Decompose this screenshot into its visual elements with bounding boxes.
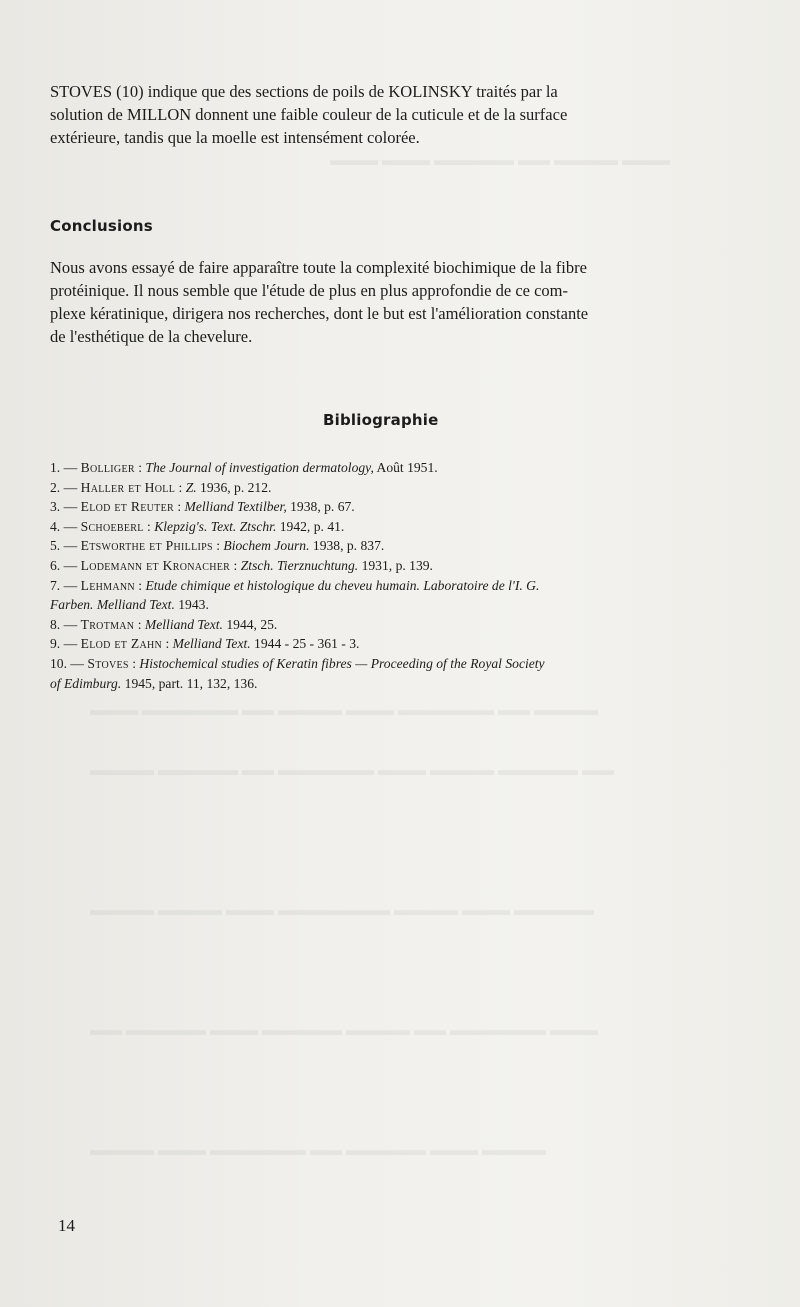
ref-sep: : <box>212 538 224 554</box>
ref-title-continued: of Edimburg. <box>50 675 122 691</box>
reference-item <box>50 556 750 576</box>
ref-author: Stoves <box>87 655 129 671</box>
ref-details: 1943. <box>174 597 209 613</box>
ref-number: 1. — <box>50 460 78 475</box>
ref-details: 1944, 25. <box>222 616 278 632</box>
ref-details: 1938, p. 67. <box>286 499 355 515</box>
show-through-texture: ▬▬▬ ▬▬▬▬ ▬▬ ▬▬▬▬▬ ▬▬▬ ▬▬▬ <box>330 152 670 169</box>
ref-author: Elod et Reuter <box>80 499 174 515</box>
reference-item <box>50 576 750 615</box>
text-line: plexe kératinique, dirigera nos recherches, dont le but est l'amélioration constante <box>50 304 589 323</box>
ref-number: 9. — <box>50 636 78 652</box>
ref-number: 10. — <box>50 655 84 671</box>
show-through-texture: ▬▬ ▬▬▬▬▬ ▬▬▬▬ ▬▬▬ ▬▬▬▬▬▬ ▬▬ ▬▬▬▬▬ ▬▬▬▬ <box>90 762 614 779</box>
ref-title: The Journal of investigation dermatology, <box>145 460 374 475</box>
ref-sep: : <box>173 499 185 515</box>
reference-list <box>50 458 750 693</box>
ref-sep: : <box>175 479 186 495</box>
ref-title: Melliand Text. <box>172 636 251 652</box>
ref-title: Biochem Journ. <box>223 538 310 554</box>
reference-item <box>50 615 750 635</box>
reference-item <box>50 634 750 654</box>
reference-item <box>50 458 750 478</box>
ref-number: 8. — <box>50 616 78 632</box>
ref-number: 7. — <box>50 577 78 593</box>
ref-details: 1938, p. 837. <box>309 538 385 554</box>
ref-sep: : <box>134 577 146 593</box>
ref-title: Z. <box>185 479 197 495</box>
ref-sep: : <box>128 655 140 671</box>
conclusions-paragraph <box>50 256 742 348</box>
text-line: protéinique. Il nous semble que l'étude de plus en plus approfondie de ce com- <box>50 281 568 300</box>
reference-item <box>50 654 750 693</box>
text-line: de l'esthétique de la chevelure. <box>50 327 253 346</box>
ref-title: Melliand Textilber, <box>184 499 287 515</box>
ref-sep: : <box>134 460 146 475</box>
text-line: Nous avons essayé de faire apparaître toute la complexité biochimique de la fibre <box>50 258 587 277</box>
show-through-texture: ▬▬▬▬ ▬▬ ▬▬▬▬▬▬ ▬▬▬ ▬▬▬▬ ▬▬ ▬▬▬▬▬▬ ▬▬▬ <box>90 702 598 719</box>
conclusions-heading: Conclusions <box>50 217 153 235</box>
ref-title-continued: Farben. Melliand Text. <box>50 597 175 613</box>
reference-item <box>50 497 750 517</box>
intro-paragraph <box>50 80 742 149</box>
ref-details: Août 1951. <box>373 460 438 475</box>
ref-sep: : <box>143 518 155 534</box>
show-through-texture: ▬▬▬▬▬ ▬▬▬ ▬▬▬▬ ▬▬▬▬▬▬▬ ▬▬▬ ▬▬▬▬ ▬▬▬▬ <box>90 902 594 919</box>
ref-sep: : <box>134 616 145 632</box>
ref-author: Schoeberl <box>80 518 144 534</box>
ref-author: Lehmann <box>80 577 135 593</box>
ref-sep: : <box>162 636 173 652</box>
ref-number: 4. — <box>50 518 78 534</box>
ref-author: Elod et Zahn <box>80 636 163 652</box>
ref-sep: : <box>230 557 241 573</box>
reference-item <box>50 517 750 537</box>
ref-details: 1942, p. 41. <box>276 518 345 534</box>
ref-title: Melliand Text. <box>144 616 223 632</box>
ref-author: Haller et Holl <box>80 479 176 495</box>
ref-details: 1945, part. 11, 132, 136. <box>121 675 258 691</box>
ref-number: 2. — <box>50 479 78 495</box>
ref-author: Bolliger <box>80 460 135 475</box>
ref-title: Ztsch. Tierznuchtung. <box>240 557 359 573</box>
text-line: extérieure, tandis que la moelle est intensément colorée. <box>50 128 420 147</box>
ref-title: Klepzig's. Text. Ztschr. <box>154 518 277 534</box>
ref-author: Trotman <box>80 616 135 632</box>
show-through-texture: ▬▬▬ ▬▬▬▬▬▬ ▬▬ ▬▬▬▬ ▬▬▬▬▬ ▬▬▬ ▬▬▬▬▬ ▬▬ <box>90 1022 598 1039</box>
show-through-texture: ▬▬▬▬ ▬▬▬ ▬▬▬▬▬ ▬▬ ▬▬▬▬▬▬ ▬▬▬ ▬▬▬▬ <box>90 1142 546 1159</box>
ref-details: 1944 - 25 - 361 - 3. <box>250 636 360 652</box>
bibliography-heading: Bibliographie <box>323 411 439 429</box>
reference-item <box>50 536 750 556</box>
ref-author: Etsworthe et Phillips <box>80 538 213 554</box>
ref-details: 1931, p. 139. <box>358 557 433 573</box>
reference-item <box>50 478 750 498</box>
text-line: STOVES (10) indique que des sections de poils de KOLINSKY traités par la <box>50 82 558 101</box>
text-line: solution de MILLON donnent une faible couleur de la cuticule et de la surface <box>50 105 568 124</box>
ref-title: Histochemical studies of Keratin fibres — Proceeding of the Royal Society <box>139 655 545 671</box>
ref-author: Lodemann et Kronacher <box>80 557 231 573</box>
ref-title: Etude chimique et histologique du cheveu humain. Laboratoire de l'I. G. <box>145 577 540 593</box>
page-number: 14 <box>58 1216 75 1235</box>
ref-number: 6. — <box>50 557 78 573</box>
ref-number: 3. — <box>50 499 78 515</box>
ref-details: 1936, p. 212. <box>196 479 272 495</box>
ref-number: 5. — <box>50 538 78 554</box>
